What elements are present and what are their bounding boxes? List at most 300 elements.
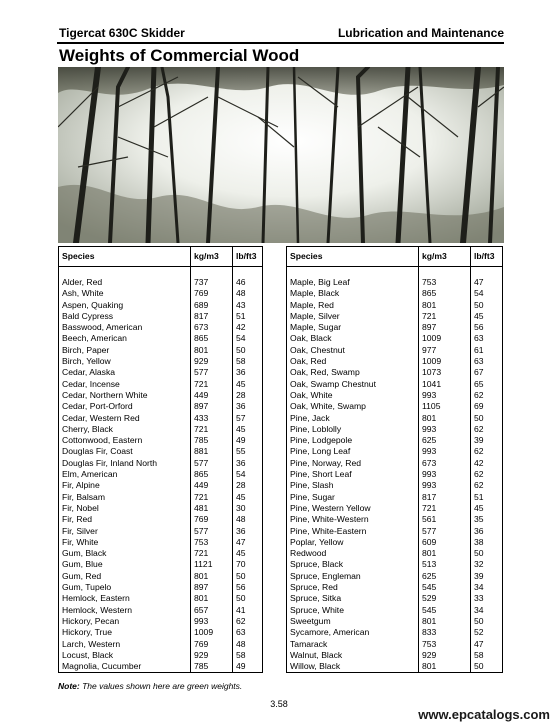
- kg-m3-cell: 1009: [419, 333, 471, 344]
- lb-ft3-cell: 36: [233, 458, 263, 469]
- species-cell: Cottonwood, Eastern: [59, 435, 191, 446]
- species-cell: Fir, Nobel: [59, 503, 191, 514]
- lb-ft3-cell: 50: [471, 300, 503, 311]
- species-cell: Magnolia, Cucumber: [59, 661, 191, 673]
- lb-ft3-cell: 67: [471, 367, 503, 378]
- species-cell: Pine, Norway, Red: [287, 458, 419, 469]
- table-row: [59, 345, 263, 356]
- kg-m3-cell: 993: [419, 469, 471, 480]
- kg-m3-cell: 769: [191, 514, 233, 525]
- watermark-text: www.epcatalogs.com: [418, 707, 550, 722]
- lb-ft3-cell: 28: [233, 480, 263, 491]
- table-row: [287, 379, 503, 390]
- table-row: [59, 424, 263, 435]
- kg-m3-cell: 753: [419, 639, 471, 650]
- species-cell: Maple, Silver: [287, 311, 419, 322]
- species-cell: Pine, Slash: [287, 480, 419, 491]
- lb-ft3-cell: 28: [233, 390, 263, 401]
- lb-ft3-cell: 54: [471, 288, 503, 299]
- kg-m3-cell: 769: [191, 288, 233, 299]
- kg-m3-cell: 753: [191, 537, 233, 548]
- lb-ft3-cell: 48: [233, 288, 263, 299]
- table-row: [59, 639, 263, 650]
- lb-ft3-cell: 50: [233, 345, 263, 356]
- species-cell: Maple, Red: [287, 300, 419, 311]
- species-cell: Douglas Fir, Coast: [59, 446, 191, 457]
- species-cell: Fir, Alpine: [59, 480, 191, 491]
- table-row: [59, 605, 263, 616]
- table-row: [287, 401, 503, 412]
- table-row: [59, 480, 263, 491]
- table-row: [287, 277, 503, 288]
- species-cell: Oak, Red, Swamp: [287, 367, 419, 378]
- lb-ft3-cell: 45: [471, 503, 503, 514]
- kg-m3-cell: 865: [419, 288, 471, 299]
- species-cell: Poplar, Yellow: [287, 537, 419, 548]
- lb-ft3-cell: 56: [471, 322, 503, 333]
- species-cell: Alder, Red: [59, 277, 191, 288]
- species-cell: Gum, Blue: [59, 559, 191, 570]
- wood-weights-table-left: [58, 246, 263, 673]
- header-rule: [57, 42, 504, 44]
- table-row: [287, 458, 503, 469]
- table-row: [287, 424, 503, 435]
- kg-m3-cell: 689: [191, 300, 233, 311]
- kg-m3-cell: 577: [191, 367, 233, 378]
- species-cell: Larch, Western: [59, 639, 191, 650]
- lb-ft3-cell: 57: [233, 413, 263, 424]
- lb-ft3-cell: 45: [233, 492, 263, 503]
- species-cell: Redwood: [287, 548, 419, 559]
- lb-ft3-cell: 33: [471, 593, 503, 604]
- species-cell: Hickory, Pecan: [59, 616, 191, 627]
- kg-m3-cell: 865: [191, 469, 233, 480]
- lb-ft3-cell: 36: [233, 401, 263, 412]
- species-cell: Cedar, Port-Orford: [59, 401, 191, 412]
- table-row: [287, 526, 503, 537]
- lb-ft3-cell: 54: [233, 469, 263, 480]
- table-row: [59, 288, 263, 299]
- kg-m3-cell: 577: [191, 526, 233, 537]
- lb-ft3-cell: 50: [233, 593, 263, 604]
- lb-ft3-cell: 47: [233, 537, 263, 548]
- table-row: [59, 435, 263, 446]
- lb-ft3-cell: 56: [233, 582, 263, 593]
- table-row: [287, 333, 503, 344]
- table-row: [59, 390, 263, 401]
- species-cell: Pine, White-Eastern: [287, 526, 419, 537]
- kg-m3-cell: 801: [191, 345, 233, 356]
- kg-m3-cell: 865: [191, 333, 233, 344]
- note-label: Note:: [58, 681, 80, 691]
- species-cell: Pine, Loblolly: [287, 424, 419, 435]
- kg-m3-cell: 721: [191, 424, 233, 435]
- kg-m3-cell: 1009: [419, 356, 471, 367]
- table-row: [59, 537, 263, 548]
- lb-ft3-cell: 61: [471, 345, 503, 356]
- col-header-species: Species: [287, 247, 419, 267]
- lb-ft3-cell: 58: [233, 356, 263, 367]
- table-row: [59, 616, 263, 627]
- table-row: [59, 356, 263, 367]
- lb-ft3-cell: 47: [471, 639, 503, 650]
- spacer-row: [59, 267, 263, 278]
- table-row: [59, 458, 263, 469]
- table-row: [287, 627, 503, 638]
- kg-m3-cell: 721: [191, 548, 233, 559]
- species-cell: Birch, Paper: [59, 345, 191, 356]
- species-cell: Maple, Big Leaf: [287, 277, 419, 288]
- lb-ft3-cell: 50: [471, 548, 503, 559]
- lb-ft3-cell: 51: [233, 311, 263, 322]
- lb-ft3-cell: 34: [471, 605, 503, 616]
- table-row: [287, 582, 503, 593]
- species-cell: Oak, Black: [287, 333, 419, 344]
- kg-m3-cell: 801: [419, 661, 471, 673]
- footnote: [58, 681, 242, 691]
- kg-m3-cell: 929: [191, 650, 233, 661]
- col-header-kg-m3: kg/m3: [191, 247, 233, 267]
- species-cell: Willow, Black: [287, 661, 419, 673]
- species-cell: Cedar, Northern White: [59, 390, 191, 401]
- kg-m3-cell: 433: [191, 413, 233, 424]
- lb-ft3-cell: 36: [233, 526, 263, 537]
- kg-m3-cell: 785: [191, 435, 233, 446]
- species-cell: Pine, Long Leaf: [287, 446, 419, 457]
- kg-m3-cell: 1009: [191, 627, 233, 638]
- species-cell: Elm, American: [59, 469, 191, 480]
- species-cell: Sycamore, American: [287, 627, 419, 638]
- species-cell: Pine, White-Western: [287, 514, 419, 525]
- kg-m3-cell: 753: [419, 277, 471, 288]
- species-cell: Spruce, White: [287, 605, 419, 616]
- table-row: [59, 446, 263, 457]
- species-cell: Locust, Black: [59, 650, 191, 661]
- lb-ft3-cell: 46: [233, 277, 263, 288]
- lb-ft3-cell: 49: [233, 661, 263, 673]
- kg-m3-cell: 513: [419, 559, 471, 570]
- species-cell: Cedar, Western Red: [59, 413, 191, 424]
- table-row: [287, 661, 503, 673]
- lb-ft3-cell: 63: [471, 356, 503, 367]
- table-row: [287, 571, 503, 582]
- kg-m3-cell: 993: [419, 480, 471, 491]
- species-cell: Oak, White, Swamp: [287, 401, 419, 412]
- forest-canopy-photo: [58, 67, 504, 243]
- kg-m3-cell: 721: [419, 503, 471, 514]
- kg-m3-cell: 1073: [419, 367, 471, 378]
- col-header-lb-ft3: lb/ft3: [233, 247, 263, 267]
- table-row: [287, 650, 503, 661]
- table-row: [59, 322, 263, 333]
- kg-m3-cell: 881: [191, 446, 233, 457]
- species-cell: Fir, Red: [59, 514, 191, 525]
- page-number: 3.58: [270, 699, 288, 709]
- kg-m3-cell: 673: [419, 458, 471, 469]
- species-cell: Pine, Short Leaf: [287, 469, 419, 480]
- spacer-row: [287, 267, 503, 278]
- kg-m3-cell: 577: [191, 458, 233, 469]
- species-cell: Maple, Sugar: [287, 322, 419, 333]
- table-row: [59, 627, 263, 638]
- species-cell: Spruce, Sitka: [287, 593, 419, 604]
- lb-ft3-cell: 50: [471, 616, 503, 627]
- species-cell: Oak, White: [287, 390, 419, 401]
- lb-ft3-cell: 50: [471, 413, 503, 424]
- kg-m3-cell: 801: [191, 593, 233, 604]
- table-row: [59, 526, 263, 537]
- table-row: [287, 446, 503, 457]
- species-cell: Pine, Western Yellow: [287, 503, 419, 514]
- lb-ft3-cell: 50: [471, 661, 503, 673]
- lb-ft3-cell: 36: [233, 367, 263, 378]
- kg-m3-cell: 721: [191, 379, 233, 390]
- table-row: [59, 582, 263, 593]
- lb-ft3-cell: 62: [471, 390, 503, 401]
- table-row: [59, 503, 263, 514]
- lb-ft3-cell: 50: [233, 571, 263, 582]
- table-row: [287, 300, 503, 311]
- lb-ft3-cell: 38: [471, 537, 503, 548]
- species-cell: Pine, Jack: [287, 413, 419, 424]
- kg-m3-cell: 577: [419, 526, 471, 537]
- kg-m3-cell: 801: [419, 413, 471, 424]
- species-cell: Aspen, Quaking: [59, 300, 191, 311]
- table-row: [59, 548, 263, 559]
- kg-m3-cell: 1105: [419, 401, 471, 412]
- kg-m3-cell: 625: [419, 571, 471, 582]
- lb-ft3-cell: 65: [471, 379, 503, 390]
- species-cell: Hickory, True: [59, 627, 191, 638]
- lb-ft3-cell: 39: [471, 435, 503, 446]
- kg-m3-cell: 817: [419, 492, 471, 503]
- lb-ft3-cell: 45: [471, 311, 503, 322]
- lb-ft3-cell: 45: [233, 424, 263, 435]
- table-row: [287, 469, 503, 480]
- kg-m3-cell: 769: [191, 639, 233, 650]
- kg-m3-cell: 897: [191, 401, 233, 412]
- table-row: [59, 559, 263, 570]
- kg-m3-cell: 481: [191, 503, 233, 514]
- lb-ft3-cell: 39: [471, 571, 503, 582]
- kg-m3-cell: 929: [191, 356, 233, 367]
- species-cell: Cherry, Black: [59, 424, 191, 435]
- kg-m3-cell: 977: [419, 345, 471, 356]
- kg-m3-cell: 1041: [419, 379, 471, 390]
- col-header-kg-m3: kg/m3: [419, 247, 471, 267]
- table-row: [287, 548, 503, 559]
- lb-ft3-cell: 32: [471, 559, 503, 570]
- col-header-species: Species: [59, 247, 191, 267]
- kg-m3-cell: 609: [419, 537, 471, 548]
- table-row: [59, 514, 263, 525]
- kg-m3-cell: 801: [191, 571, 233, 582]
- lb-ft3-cell: 62: [233, 616, 263, 627]
- table-row: [59, 311, 263, 322]
- species-cell: Walnut, Black: [287, 650, 419, 661]
- table-row: [59, 650, 263, 661]
- lb-ft3-cell: 48: [233, 639, 263, 650]
- table-row: [287, 503, 503, 514]
- species-cell: Oak, Chestnut: [287, 345, 419, 356]
- table-row: [287, 288, 503, 299]
- kg-m3-cell: 673: [191, 322, 233, 333]
- kg-m3-cell: 625: [419, 435, 471, 446]
- lb-ft3-cell: 63: [471, 333, 503, 344]
- table-row: [59, 571, 263, 582]
- kg-m3-cell: 897: [191, 582, 233, 593]
- table-row: [287, 616, 503, 627]
- table-row: [287, 605, 503, 616]
- table-row: [287, 593, 503, 604]
- kg-m3-cell: 1121: [191, 559, 233, 570]
- page-title: Weights of Commercial Wood: [59, 46, 300, 65]
- lb-ft3-cell: 35: [471, 514, 503, 525]
- lb-ft3-cell: 45: [233, 379, 263, 390]
- section-title: Lubrication and Maintenance: [337, 26, 504, 40]
- species-cell: Hemlock, Western: [59, 605, 191, 616]
- table-row: [287, 435, 503, 446]
- kg-m3-cell: 657: [191, 605, 233, 616]
- species-cell: Cedar, Alaska: [59, 367, 191, 378]
- lb-ft3-cell: 45: [233, 548, 263, 559]
- table-row: [59, 413, 263, 424]
- species-cell: Beech, American: [59, 333, 191, 344]
- table-row: [59, 492, 263, 503]
- kg-m3-cell: 449: [191, 480, 233, 491]
- table-row: [59, 333, 263, 344]
- lb-ft3-cell: 48: [233, 514, 263, 525]
- lb-ft3-cell: 62: [471, 446, 503, 457]
- species-cell: Cedar, Incense: [59, 379, 191, 390]
- kg-m3-cell: 801: [419, 616, 471, 627]
- species-cell: Fir, Silver: [59, 526, 191, 537]
- table-row: [59, 277, 263, 288]
- species-cell: Hemlock, Eastern: [59, 593, 191, 604]
- kg-m3-cell: 721: [419, 311, 471, 322]
- col-header-lb-ft3: lb/ft3: [471, 247, 503, 267]
- species-cell: Spruce, Engleman: [287, 571, 419, 582]
- kg-m3-cell: 993: [419, 446, 471, 457]
- lb-ft3-cell: 49: [233, 435, 263, 446]
- kg-m3-cell: 529: [419, 593, 471, 604]
- lb-ft3-cell: 42: [471, 458, 503, 469]
- table-row: [59, 469, 263, 480]
- kg-m3-cell: 545: [419, 605, 471, 616]
- table-row: [287, 390, 503, 401]
- species-cell: Maple, Black: [287, 288, 419, 299]
- kg-m3-cell: 817: [191, 311, 233, 322]
- kg-m3-cell: 801: [419, 548, 471, 559]
- table-row: [287, 367, 503, 378]
- lb-ft3-cell: 70: [233, 559, 263, 570]
- species-cell: Birch, Yellow: [59, 356, 191, 367]
- table-row: [287, 639, 503, 650]
- kg-m3-cell: 929: [419, 650, 471, 661]
- table-row: [59, 401, 263, 412]
- lb-ft3-cell: 41: [233, 605, 263, 616]
- lb-ft3-cell: 69: [471, 401, 503, 412]
- species-cell: Sweetgum: [287, 616, 419, 627]
- table-row: [59, 661, 263, 673]
- species-cell: Spruce, Red: [287, 582, 419, 593]
- lb-ft3-cell: 34: [471, 582, 503, 593]
- kg-m3-cell: 737: [191, 277, 233, 288]
- lb-ft3-cell: 58: [471, 650, 503, 661]
- species-cell: Pine, Lodgepole: [287, 435, 419, 446]
- table-row: [59, 593, 263, 604]
- species-cell: Fir, Balsam: [59, 492, 191, 503]
- kg-m3-cell: 993: [191, 616, 233, 627]
- kg-m3-cell: 897: [419, 322, 471, 333]
- lb-ft3-cell: 51: [471, 492, 503, 503]
- lb-ft3-cell: 43: [233, 300, 263, 311]
- lb-ft3-cell: 52: [471, 627, 503, 638]
- table-row: [287, 559, 503, 570]
- table-row: [59, 379, 263, 390]
- table-row: [287, 322, 503, 333]
- lb-ft3-cell: 62: [471, 480, 503, 491]
- lb-ft3-cell: 63: [233, 627, 263, 638]
- kg-m3-cell: 993: [419, 424, 471, 435]
- table-row: [287, 356, 503, 367]
- kg-m3-cell: 785: [191, 661, 233, 673]
- lb-ft3-cell: 62: [471, 469, 503, 480]
- kg-m3-cell: 545: [419, 582, 471, 593]
- kg-m3-cell: 449: [191, 390, 233, 401]
- species-cell: Gum, Red: [59, 571, 191, 582]
- table-row: [59, 367, 263, 378]
- note-text: The values shown here are green weights.: [82, 681, 243, 691]
- kg-m3-cell: 993: [419, 390, 471, 401]
- manual-title: Tigercat 630C Skidder: [59, 26, 185, 40]
- lb-ft3-cell: 36: [471, 526, 503, 537]
- table-row: [287, 514, 503, 525]
- kg-m3-cell: 561: [419, 514, 471, 525]
- lb-ft3-cell: 54: [233, 333, 263, 344]
- table-row: [287, 413, 503, 424]
- lb-ft3-cell: 30: [233, 503, 263, 514]
- kg-m3-cell: 833: [419, 627, 471, 638]
- species-cell: Pine, Sugar: [287, 492, 419, 503]
- wood-weights-table-right: [286, 246, 503, 673]
- lb-ft3-cell: 58: [233, 650, 263, 661]
- lb-ft3-cell: 55: [233, 446, 263, 457]
- species-cell: Tamarack: [287, 639, 419, 650]
- table-row: [287, 311, 503, 322]
- species-cell: Oak, Red: [287, 356, 419, 367]
- kg-m3-cell: 721: [191, 492, 233, 503]
- kg-m3-cell: 801: [419, 300, 471, 311]
- species-cell: Bald Cypress: [59, 311, 191, 322]
- species-cell: Spruce, Black: [287, 559, 419, 570]
- table-row: [287, 345, 503, 356]
- species-cell: Oak, Swamp Chestnut: [287, 379, 419, 390]
- species-cell: Gum, Tupelo: [59, 582, 191, 593]
- species-cell: Douglas Fir, Inland North: [59, 458, 191, 469]
- table-row: [287, 492, 503, 503]
- table-row: [287, 537, 503, 548]
- species-cell: Ash, White: [59, 288, 191, 299]
- lb-ft3-cell: 47: [471, 277, 503, 288]
- table-row: [59, 300, 263, 311]
- table-row: [287, 480, 503, 491]
- lb-ft3-cell: 42: [233, 322, 263, 333]
- species-cell: Fir, White: [59, 537, 191, 548]
- lb-ft3-cell: 62: [471, 424, 503, 435]
- species-cell: Basswood, American: [59, 322, 191, 333]
- species-cell: Gum, Black: [59, 548, 191, 559]
